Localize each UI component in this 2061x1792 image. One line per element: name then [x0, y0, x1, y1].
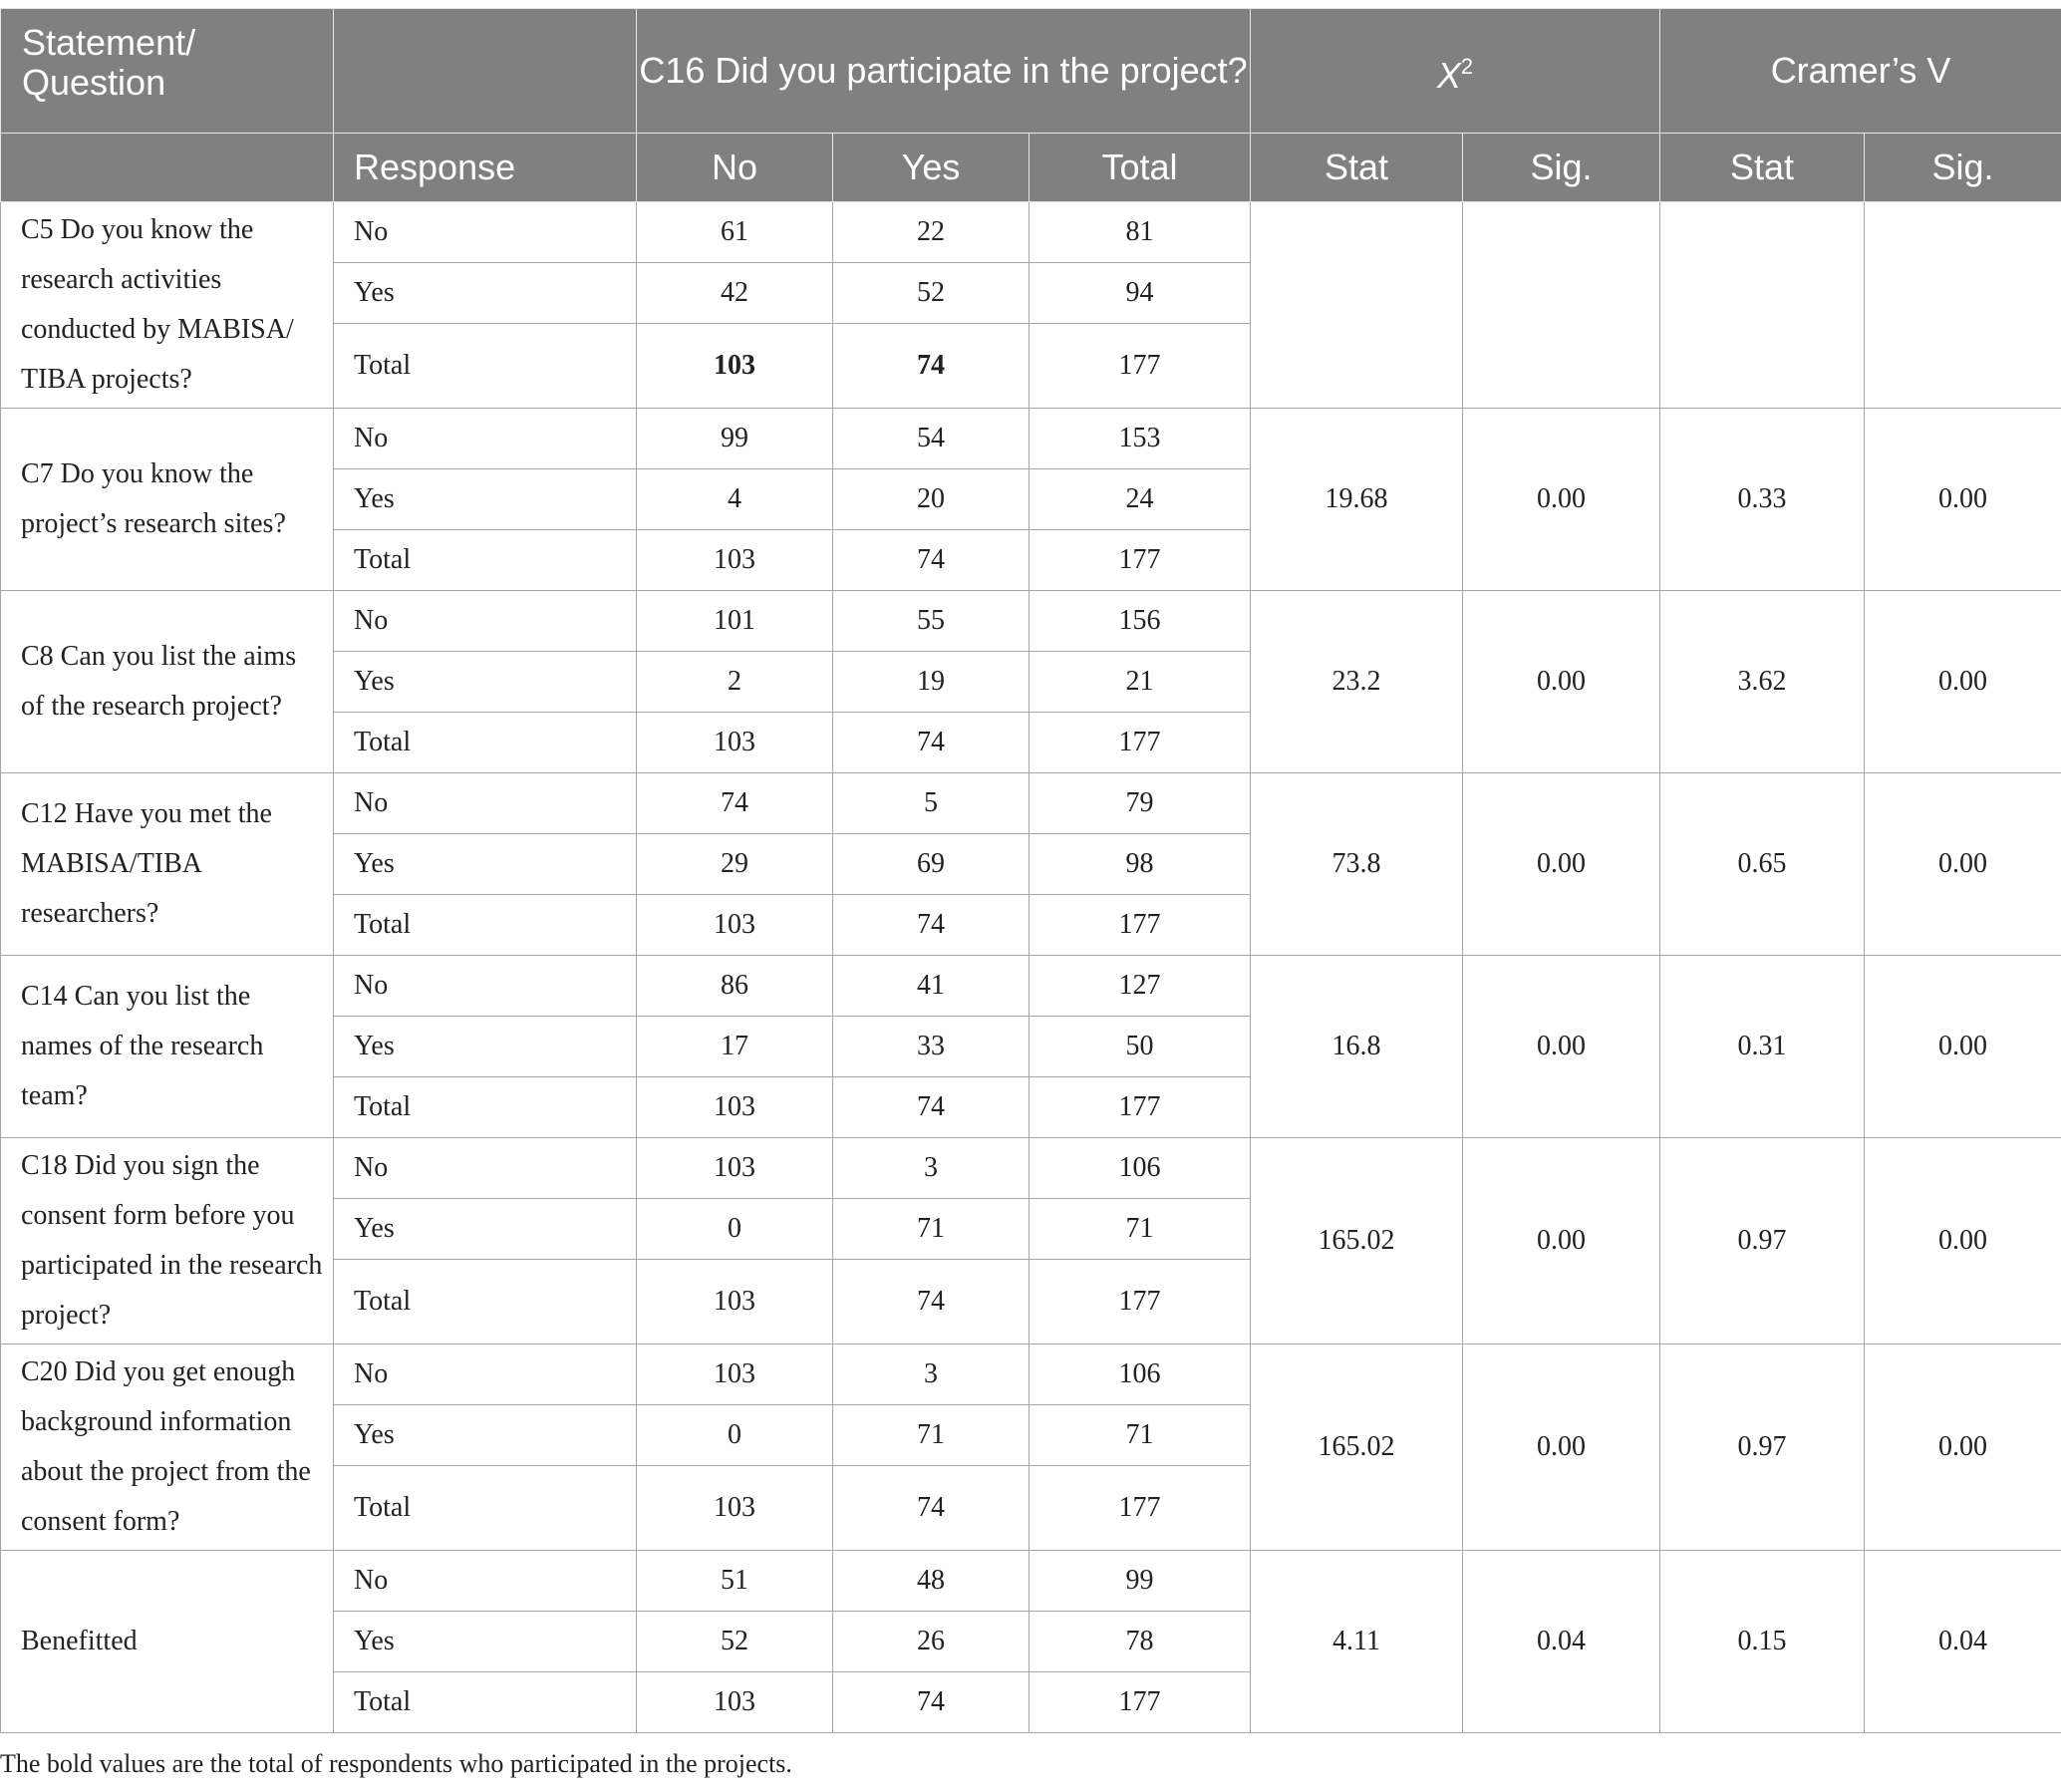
statement-cell: C18 Did you sign the consent form before you participated in the research project? [1, 1138, 334, 1344]
response-cell: No [334, 1551, 637, 1612]
count-total: 177 [1030, 1260, 1251, 1344]
count-no: 101 [637, 591, 833, 652]
count-yes: 74 [833, 895, 1030, 956]
chi-stat: 165.02 [1251, 1138, 1463, 1344]
count-yes: 74 [833, 1077, 1030, 1138]
count-yes: 20 [833, 469, 1030, 530]
count-no-bold [637, 324, 833, 409]
cv-stat: 0.65 [1660, 773, 1865, 956]
count-yes: 74 [833, 1466, 1030, 1551]
table-row [1, 773, 2061, 834]
count-yes: 19 [833, 652, 1030, 713]
response-cell: No [334, 773, 637, 834]
count-total: 98 [1030, 834, 1251, 895]
cv-stat: 0.15 [1660, 1551, 1865, 1733]
statement-cell: C14 Can you list the names of the research team? [1, 956, 334, 1138]
cv-sig: 0.00 [1865, 591, 2061, 773]
count-total: 78 [1030, 1612, 1251, 1672]
count-total: 177 [1030, 1672, 1251, 1733]
response-cell: No [334, 956, 637, 1017]
cv-stat: 3.62 [1660, 591, 1865, 773]
response-cell: No [334, 591, 637, 652]
chi-sig: 0.00 [1463, 409, 1660, 591]
count-no: 61 [637, 202, 833, 263]
cv-stat: 0.31 [1660, 956, 1865, 1138]
response-cell: No [334, 1138, 637, 1199]
table-row [1, 409, 2061, 469]
cv-stat: 0.97 [1660, 1344, 1865, 1551]
table-row [1, 956, 2061, 1017]
count-yes: 69 [833, 834, 1030, 895]
header-empty [334, 9, 637, 134]
header-total: Total [1030, 134, 1251, 202]
count-no: 42 [637, 263, 833, 324]
table-body [1, 202, 2061, 1733]
count-total: 24 [1030, 469, 1251, 530]
count-yes: 55 [833, 591, 1030, 652]
count-total: 177 [1030, 530, 1251, 591]
cv-stat: 0.97 [1660, 1138, 1865, 1344]
count-no: 103 [637, 1672, 833, 1733]
header-statement: Statement/ Question [1, 9, 334, 134]
header-no: No [637, 134, 833, 202]
response-cell: Total [334, 1077, 637, 1138]
cv-stat [1660, 202, 1865, 409]
cv-sig: 0.00 [1865, 1344, 2061, 1551]
data-table-container [0, 8, 2061, 1733]
count-no: 74 [637, 773, 833, 834]
statement-cell: C7 Do you know the project’s research sites? [1, 409, 334, 591]
count-total: 177 [1030, 324, 1251, 409]
crosstab-table [0, 8, 2061, 1733]
chi-sig: 0.00 [1463, 1138, 1660, 1344]
count-no: 86 [637, 956, 833, 1017]
count-total: 156 [1030, 591, 1251, 652]
statement-cell: C5 Do you know the research activities conducted by MABISA/ TIBA projects? [1, 202, 334, 409]
bold-total-yes: 74 [917, 350, 945, 381]
count-yes-bold [833, 324, 1030, 409]
count-yes: 33 [833, 1017, 1030, 1077]
table-row [1, 591, 2061, 652]
count-total: 153 [1030, 409, 1251, 469]
cv-sig: 0.00 [1865, 956, 2061, 1138]
count-yes: 71 [833, 1405, 1030, 1466]
header-cv-sig: Sig. [1865, 134, 2061, 202]
statement-cell: C12 Have you met the MABISA/TIBA researchers? [1, 773, 334, 956]
header-chi-square [1251, 9, 1660, 134]
header-yes: Yes [833, 134, 1030, 202]
count-total: 50 [1030, 1017, 1251, 1077]
count-total: 177 [1030, 1077, 1251, 1138]
count-no: 99 [637, 409, 833, 469]
header-cramers-v: Cramer’s V [1660, 9, 2061, 134]
count-no: 103 [637, 1077, 833, 1138]
count-no: 51 [637, 1551, 833, 1612]
count-total: 99 [1030, 1551, 1251, 1612]
cv-stat: 0.33 [1660, 409, 1865, 591]
bold-total-no: 103 [714, 350, 755, 381]
table-header [1, 9, 2061, 202]
response-cell: Yes [334, 263, 637, 324]
count-yes: 54 [833, 409, 1030, 469]
response-cell: Yes [334, 469, 637, 530]
count-total: 79 [1030, 773, 1251, 834]
count-no: 103 [637, 895, 833, 956]
count-total: 71 [1030, 1405, 1251, 1466]
chi-stat: 73.8 [1251, 773, 1463, 956]
count-no: 103 [637, 1344, 833, 1405]
count-no: 0 [637, 1199, 833, 1260]
chi-sig: 0.04 [1463, 1551, 1660, 1733]
response-cell: Yes [334, 1612, 637, 1672]
response-cell: No [334, 1344, 637, 1405]
response-cell: No [334, 202, 637, 263]
cv-sig: 0.00 [1865, 773, 2061, 956]
count-no: 17 [637, 1017, 833, 1077]
chi-sig: 0.00 [1463, 591, 1660, 773]
count-total: 177 [1030, 895, 1251, 956]
count-yes: 74 [833, 1260, 1030, 1344]
count-yes: 48 [833, 1551, 1030, 1612]
response-cell: Yes [334, 652, 637, 713]
chi-sig: 0.00 [1463, 1344, 1660, 1551]
statement-cell: C8 Can you list the aims of the research project? [1, 591, 334, 773]
header-response: Response [334, 134, 637, 202]
header-statement-cont [1, 134, 334, 202]
count-total: 106 [1030, 1138, 1251, 1199]
chi-sig: 0.00 [1463, 773, 1660, 956]
count-total: 94 [1030, 263, 1251, 324]
count-no: 0 [637, 1405, 833, 1466]
response-cell: Total [334, 530, 637, 591]
count-yes: 3 [833, 1344, 1030, 1405]
chi-stat [1251, 202, 1463, 409]
response-cell: Yes [334, 1199, 637, 1260]
count-yes: 5 [833, 773, 1030, 834]
header-cv-stat: Stat [1660, 134, 1865, 202]
chi-stat: 16.8 [1251, 956, 1463, 1138]
count-total: 81 [1030, 202, 1251, 263]
table-footnote: The bold values are the total of respondents who participated in the projects. [0, 1749, 792, 1778]
count-yes: 41 [833, 956, 1030, 1017]
count-no: 29 [637, 834, 833, 895]
cv-sig: 0.04 [1865, 1551, 2061, 1733]
cv-sig: 0.00 [1865, 409, 2061, 591]
count-no: 103 [637, 530, 833, 591]
statement-cell: C20 Did you get enough background information about the project from the consent form? [1, 1344, 334, 1551]
count-yes: 22 [833, 202, 1030, 263]
count-no: 4 [637, 469, 833, 530]
chi-stat: 19.68 [1251, 409, 1463, 591]
response-cell: Total [334, 1260, 637, 1344]
header-chi-stat: Stat [1251, 134, 1463, 202]
chi-label: X [1436, 54, 1461, 96]
count-no: 52 [637, 1612, 833, 1672]
count-no: 103 [637, 1260, 833, 1344]
count-yes: 71 [833, 1199, 1030, 1260]
response-cell: Yes [334, 834, 637, 895]
count-no: 103 [637, 713, 833, 773]
chi-sig: 0.00 [1463, 956, 1660, 1138]
header-participation-group: C16 Did you participate in the project? [637, 9, 1251, 134]
response-cell: Yes [334, 1017, 637, 1077]
count-yes: 74 [833, 713, 1030, 773]
statement-cell: Benefitted [1, 1551, 334, 1733]
chi-sig [1463, 202, 1660, 409]
count-total: 177 [1030, 1466, 1251, 1551]
count-total: 71 [1030, 1199, 1251, 1260]
count-no: 103 [637, 1138, 833, 1199]
response-cell: Total [334, 713, 637, 773]
response-cell: No [334, 409, 637, 469]
response-cell: Total [334, 1466, 637, 1551]
count-total: 106 [1030, 1344, 1251, 1405]
count-yes: 3 [833, 1138, 1030, 1199]
count-total: 177 [1030, 713, 1251, 773]
count-no: 103 [637, 1466, 833, 1551]
table-row [1, 202, 2061, 263]
table-row [1, 1551, 2061, 1612]
table-row [1, 1344, 2061, 1405]
response-cell: Yes [334, 1405, 637, 1466]
count-yes: 52 [833, 263, 1030, 324]
count-total: 21 [1030, 652, 1251, 713]
header-chi-sig: Sig. [1463, 134, 1660, 202]
response-cell: Total [334, 324, 637, 409]
cv-sig [1865, 202, 2061, 409]
response-cell: Total [334, 895, 637, 956]
table-row [1, 1138, 2061, 1199]
count-yes: 74 [833, 1672, 1030, 1733]
count-yes: 26 [833, 1612, 1030, 1672]
count-no: 2 [637, 652, 833, 713]
chi-stat: 23.2 [1251, 591, 1463, 773]
response-cell: Total [334, 1672, 637, 1733]
chi-superscript: 2 [1460, 53, 1474, 79]
count-total: 127 [1030, 956, 1251, 1017]
count-yes: 74 [833, 530, 1030, 591]
chi-stat: 4.11 [1251, 1551, 1463, 1733]
chi-stat: 165.02 [1251, 1344, 1463, 1551]
cv-sig: 0.00 [1865, 1138, 2061, 1344]
